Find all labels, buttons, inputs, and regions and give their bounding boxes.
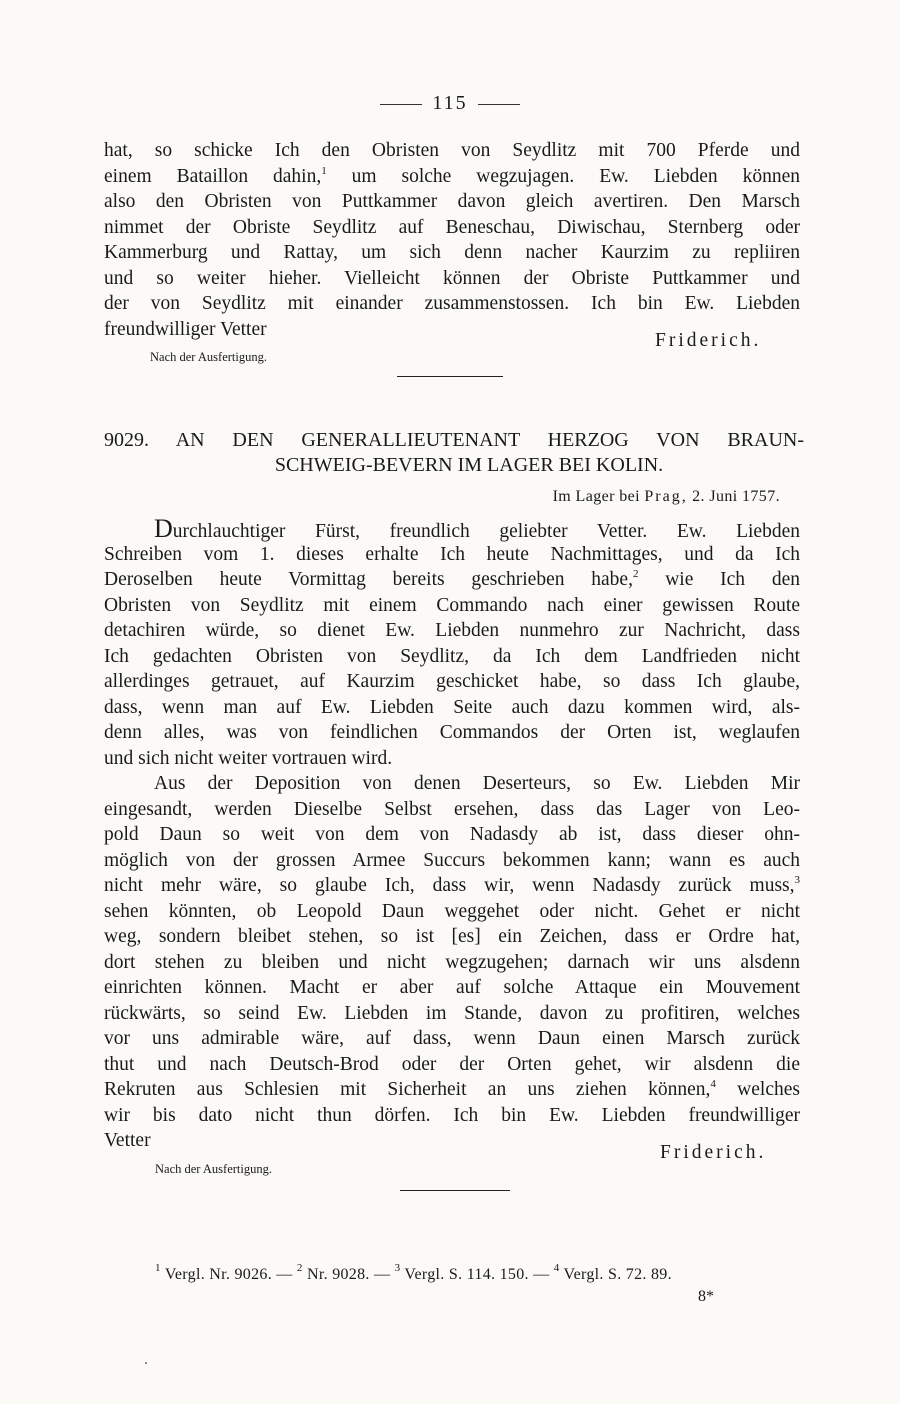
text-line: also den Obristen von Puttkammer davon gleich avertiren. Den Marsch xyxy=(104,191,800,212)
signature: Friderich. xyxy=(655,330,762,351)
text-line: einem Bataillon dahin,$^1$ um solche wegzujagen. Ew. Liebden können xyxy=(104,164,800,187)
text-line: rückwärts, so seind Ew. Liebden im Stande, davon zu profitiren, welches xyxy=(104,1002,800,1024)
letter-heading xyxy=(104,428,804,478)
drop-cap: D xyxy=(154,514,173,543)
heading-line-2: SCHWEIG-BEVERN IM LAGER BEI KOLIN. xyxy=(274,454,664,476)
text-line: Rekruten aus Schlesien mit Sicherheit an uns ziehen können,$^4$ welches xyxy=(104,1078,800,1100)
letter-continuation xyxy=(104,138,800,342)
text-line: dass, wenn man auf Ew. Liebden Seite auch dazu kommen wird, als- xyxy=(104,696,800,718)
text-line: Ich gedachten Obristen von Seydlitz, da Ich dem Landfrieden nicht xyxy=(104,645,800,667)
text-line: denn alles, was von feindlichen Commandos der Orten ist, weglaufen xyxy=(104,722,800,743)
running-header xyxy=(0,92,900,115)
text-line: und so weiter hieher. Vielleicht können der Obriste Puttkammer und xyxy=(104,267,800,289)
footnotes: $^1$ Vergl. Nr. 9026. — $^2$ Nr. 9028. — $^3$ Vergl. S. 114. 150. — $^4$ Vergl. S. 72. 89. xyxy=(155,1262,672,1283)
text-line: dort stehen zu bleiben und nicht wegzugehen; darnach wir uns alsdenn xyxy=(104,951,800,973)
letter-body xyxy=(104,516,800,1154)
text-line: der von Seydlitz mit einander zusammenstossen. Ich bin Ew. Liebden xyxy=(104,293,800,314)
text-line: nicht mehr wäre, so glaube Ich, dass wir, wenn Nadasdy zurück muss,$^3$ xyxy=(104,874,800,896)
footnote-number: 2 xyxy=(296,1262,303,1274)
text-line: thut und nach Deutsch-Brod oder der Orten gehet, wir alsdenn die xyxy=(104,1053,800,1075)
footnote-ref: 1 xyxy=(321,164,327,177)
text-line: und sich nicht weiter vortrauen wird. xyxy=(104,747,393,769)
header-dash-right xyxy=(478,104,520,105)
text-line: weg, sondern bleibet stehen, so ist [es] ein Zeichen, dass er Ordre hat, xyxy=(104,926,800,947)
text-line: pold Daun so weit von dem von Nadasdy ab ist, dass dieser ohn- xyxy=(104,824,800,845)
footnote-ref: 4 xyxy=(710,1078,716,1090)
text-line: Aus der Deposition von denen Deserteurs, so Ew. Liebden Mir xyxy=(154,773,800,794)
page-number: 115 xyxy=(432,92,468,114)
paper-speck xyxy=(145,1362,147,1364)
signature-mark: 8* xyxy=(698,1288,714,1305)
text-line: Durchlauchtiger Fürst, freundlich geliebter Vetter. Ew. Liebden xyxy=(154,514,800,543)
text-line: vor uns admirable wäre, auf dass, wenn Daun einen Marsch zurück xyxy=(104,1028,800,1049)
source-note: Nach der Ausfertigung. xyxy=(150,350,267,364)
text-line: Deroselben heute Vormittag bereits geschrieben habe,$^2$ wie Ich den xyxy=(104,568,800,590)
text-line: freundwilliger Vetter xyxy=(104,318,267,340)
footnote-ref: 2 xyxy=(632,568,639,580)
header-dash-left xyxy=(380,104,422,105)
text-line: Schreiben vom 1. dieses erhalte Ich heute Nachmittages, und da Ich xyxy=(104,543,800,565)
footnote-number: 1 xyxy=(155,1262,161,1274)
source-note: Nach der Ausfertigung. xyxy=(155,1162,272,1176)
text-line: möglich von der grossen Armee Succurs bekommen kann; wann es auch xyxy=(104,849,800,871)
text-line: allerdinges getrauet, auf Kaurzim geschicket habe, so dass Ich glaube, xyxy=(104,671,800,692)
dateline: Im Lager bei Prag, 2. Juni 1757. xyxy=(552,488,780,505)
text-line: Obristen von Seydlitz mit einem Commando nach einer gewissen Route xyxy=(104,594,800,616)
text-line: nimmet der Obriste Seydlitz auf Beneschau, Diwischau, Sternberg oder xyxy=(104,216,800,238)
section-divider xyxy=(400,1190,510,1191)
heading-line-1: 9029. AN DEN GENERALLIEUTENANT HERZOG VON BRAUN- xyxy=(104,429,804,451)
text-line: hat, so schicke Ich den Obristen von Seydlitz mit 700 Pferde und xyxy=(104,140,800,161)
text-line: Kammerburg und Rattay, um sich denn nacher Kaurzim zu repliiren xyxy=(104,242,800,263)
footnote-ref: 3 xyxy=(794,874,800,886)
footnote-number: 4 xyxy=(553,1262,560,1274)
letter-number: 9029. xyxy=(104,429,149,451)
text-line: eingesandt, werden Dieselbe Selbst ersehen, dass das Lager von Leo- xyxy=(104,798,800,820)
text-line: detachiren würde, so dienet Ew. Liebden nunmehro zur Nachricht, dass xyxy=(104,620,800,641)
text-line: einrichten können. Macht er aber auf solche Attaque ein Mouvement xyxy=(104,977,800,998)
signature: Friderich. xyxy=(660,1142,767,1163)
text-line: sehen könnten, ob Leopold Daun weggehet oder nicht. Gehet er nicht xyxy=(104,900,800,922)
section-divider xyxy=(397,376,503,377)
footnote-number: 3 xyxy=(394,1262,401,1274)
text-line: wir bis dato nicht thun dörfen. Ich bin Ew. Liebden freundwilliger xyxy=(104,1104,800,1126)
text-line: Vetter xyxy=(104,1130,151,1151)
